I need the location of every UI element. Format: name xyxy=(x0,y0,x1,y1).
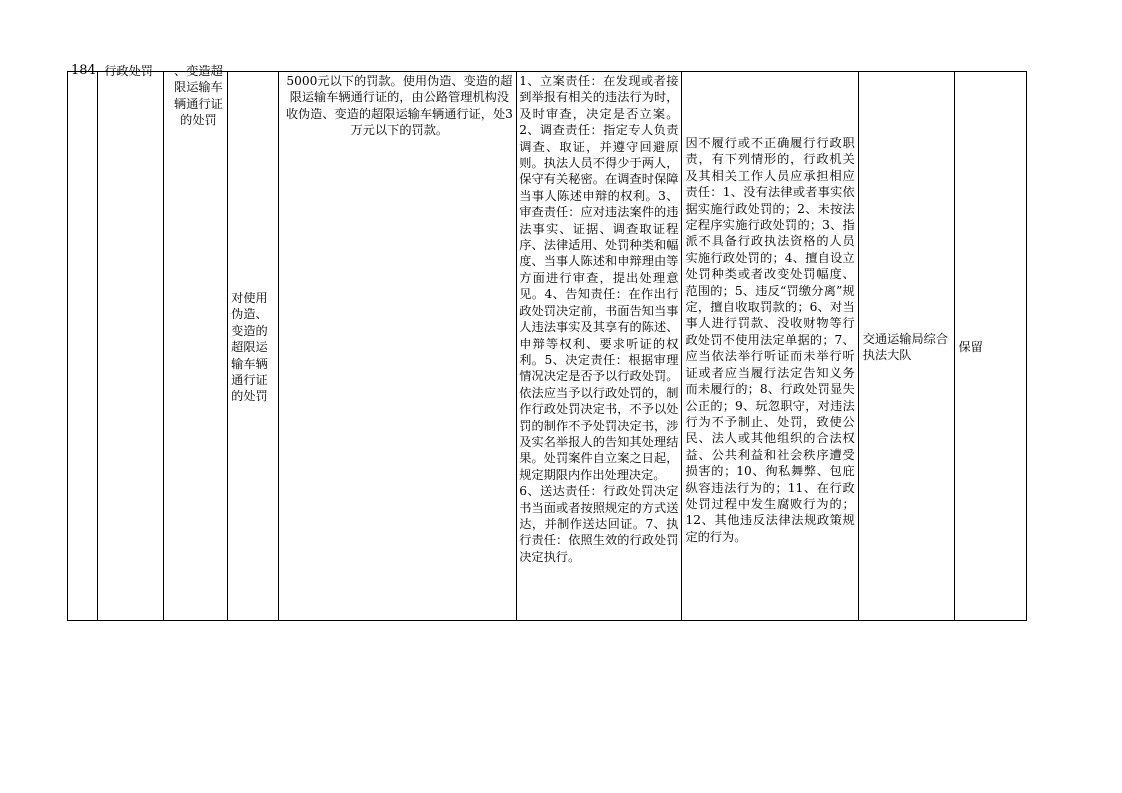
liability-list: 因不履行或不正确履行行政职责，有下列情形的，行政机关及其相关工作人员应承担相应责任：1、没有法律或者事实依据实施行政处罚的；2、未按法定程序实施行政处罚的；3、指派不具备行政执法资格的人员实施行政处罚的；4、擅自设立处罚种类或者改变处罚幅度、范围的；5、违反“罚缴分离”规定，擅自收取罚款的；6、对当事人进行罚款、没收财物等行政处罚不使用法定单据的；7、应当依法举行听证而未举行听证或者应当履行法定告知义务而未履行的；8、行政处罚显失公正的；9、玩忽职守，对违法行为不予制止、处罚，致使公民、法人或其他组织的合法权益、公共利益和社会秩序遭受损害的；10、徇私舞弊、包庇纵容违法行为的；11、在行政处罚过程中发生腐败行为的；12、其他违反法律法规政策规定的行为。 xyxy=(685,136,855,544)
basis-cell xyxy=(278,72,517,621)
liability-cell xyxy=(682,72,858,621)
seq-number: 184 xyxy=(71,63,96,78)
responsibility-part1: 1、立案责任：在发现或者接到举报有相关的违法行为时，及时审查，决定是否立案。2、调查责任：指定专人负责调查、取证，并遵守回避原则。执法人员不得少于两人，保守有关秘密。在调查时保障当事人陈述申辩的权利。3、审查责任：应对违法案件的违法事实、证据、调查取证程序、法律适用、处罚种类和幅度、当事人陈述和申辩理由等方面进行审查，提出处理意见。4、告知责任：在作出行政处罚决定前，书面告知当事人违法事实及其享有的陈述、申辩等权利、要求听证的权利。5、决定责任：根据审理情况决定是否予以行政处罚。依法应当予以行政处罚的，制作行政处罚决定书，不予以处罚的制作不予处罚决定书，涉及实名举报人的告知其处理结果。处罚案件自立案之日起，规定期限内作出处理决定。 xyxy=(519,74,679,482)
power-list-table xyxy=(67,63,1027,621)
responsibility-part2: 6、送达责任：行政处罚决定书当面或者按照规定的方式送达，并制作送达回证。7、执行责任：依照生效的行政处罚决定执行。 xyxy=(519,484,679,564)
sub-item-name: 对使用伪造、变造的超限运输车辆通行证的处罚 xyxy=(231,291,268,404)
table-row xyxy=(68,72,1027,621)
remark: 保留 xyxy=(958,340,983,354)
responsible-department: 交通运输局综合执法大队 xyxy=(862,332,949,363)
responsibility-cell xyxy=(517,72,682,621)
item-name: 、变造超限运输车辆通行证的处罚 xyxy=(174,64,223,128)
remark-cell xyxy=(955,72,1027,621)
responsibility-list xyxy=(517,72,681,565)
seq-cell xyxy=(68,63,98,621)
department-cell xyxy=(858,72,955,621)
legal-basis: 5000元以下的罚款。使用伪造、变造的超限运输车辆通行证的，由公路管理机构没收伪造、变造的超限运输车辆通行证，处3万元以下的罚款。 xyxy=(285,74,513,138)
sub-item-cell xyxy=(228,72,278,621)
item-name-cell xyxy=(163,64,227,621)
category-cell xyxy=(98,64,163,621)
power-category: 行政处罚 xyxy=(104,64,153,78)
